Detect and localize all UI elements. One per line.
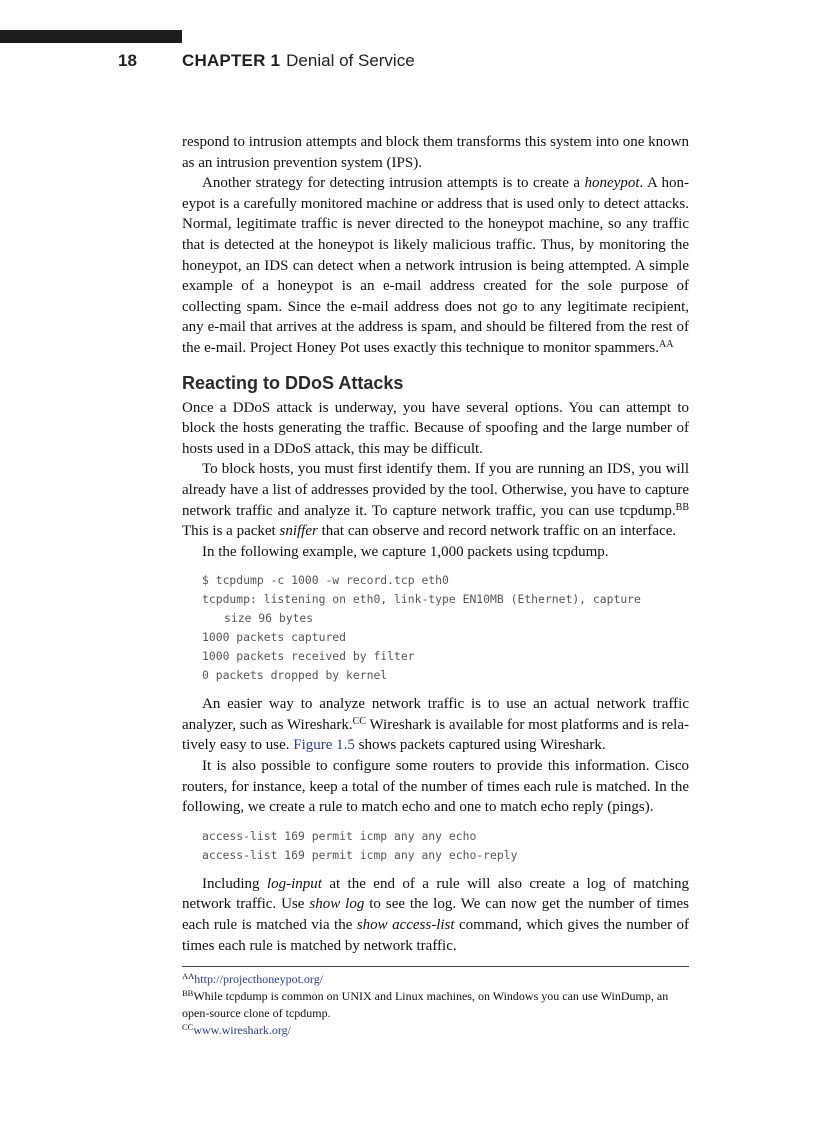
running-head [0, 50, 816, 74]
section-heading: Reacting to DDoS Attacks [182, 372, 404, 393]
code-block-access-list [202, 827, 689, 865]
paragraph-log-input [182, 874, 689, 956]
emphasis: show log [309, 896, 365, 913]
text: Wireshark is available for most platforms and is relatively easy to use. [182, 716, 690, 754]
paragraph-honeypot [182, 173, 689, 358]
text: that can observe and record network traffic on an interface. [317, 523, 677, 540]
paragraph-block-hosts [182, 459, 689, 541]
figure-link[interactable]: Figure 1.5 [293, 737, 355, 754]
text: at the end of a rule will also create a log of matching network traffic. Use [182, 875, 689, 913]
footnote-marker: BB [182, 988, 194, 998]
paragraph: It is also possible to configure some routers to provide this information. Cisco routers, for instance, keep a total of the number of times each rule is matched. In the following, we create a rule to match echo and one to match echo reply (pings). [182, 758, 689, 816]
paragraph: In the following example, we capture 1,000 packets using tcpdump. [202, 543, 609, 560]
code-line: 1000 packets received by filter [202, 649, 415, 664]
text: To block hosts, you must first identify them. If you are running an IDS, you will already have a list of addresses provided by the tool. Otherwise, you have to capture network traffic and analyze it. To capture network traffic, you can use tcpdump. [182, 461, 689, 519]
footnote-marker: CC [182, 1022, 194, 1032]
text: This is a packet [182, 523, 280, 540]
footnote-link[interactable]: www.wireshark.org/ [193, 1023, 291, 1037]
footnotes [182, 966, 689, 1039]
emphasis: show access-list [356, 917, 455, 934]
footnote-bb [182, 988, 689, 1022]
text: command, which gives the number of times each rule is matched by network traffic. [182, 917, 689, 954]
emphasis: honeypot [584, 175, 640, 192]
text: An easier way to analyze network traffic is to use an actual network traffic analyzer, such as Wireshark. [182, 696, 689, 733]
header-bar [0, 30, 182, 43]
footnote-aa [182, 971, 689, 988]
footnote-ref: AA [658, 338, 674, 350]
code-line: tcpdump: listening on eth0, link-type EN10MB (Ethernet), capture [202, 592, 641, 607]
chapter-heading [182, 51, 415, 71]
text: to see the log. We can now get the number of times each rule is matched via the [182, 896, 689, 934]
chapter-title: Denial of Service [286, 51, 415, 70]
footnote-marker: AA [182, 971, 195, 981]
text: . A honeypot is a carefully monitored machine or address that is used only to detect attacks. Normal, legitimate traffic is never directed to the honeypot machine, so any traffic that is detected at the honeypot is likely malicious traffic. Thus, by monitoring the honeypot, an IDS can detect when a network intrusion is being attempted. A simple example of a honeypot is an e-mail address created for the sole purpose of collecting spam. Since the e-mail address does not go to any legitimate recipient, any e-mail that arrives at the address is spam, and should be filtered from the rest of the e-mail. Project Honey Pot uses exactly this technique to monitor spammers. [182, 175, 689, 356]
code-line: access-list 169 permit icmp any any echo-reply [202, 847, 518, 862]
text: shows packets captured using Wireshark. [354, 737, 606, 754]
paragraph: Once a DDoS attack is underway, you have several options. You can attempt to block the hosts generating the traffic. Because of spoofing and the large number of hosts used in a DDoS attack, this may be difficult. [182, 399, 689, 457]
code-line: 0 packets dropped by kernel [202, 668, 388, 683]
footnote-ref: CC [352, 715, 366, 727]
paragraph-wireshark [182, 694, 689, 756]
text: Another strategy for detecting intrusion attempts is to create a [202, 175, 585, 192]
text: Including [202, 875, 267, 892]
code-block-tcpdump [202, 571, 689, 685]
code-line: size 96 bytes [224, 611, 314, 626]
footnote-text: While tcpdump is common on UNIX and Linux machines, on Windows you can use WinDump, an open-source clone of tcpdump. [182, 989, 669, 1020]
main-text [182, 132, 689, 956]
emphasis: sniffer [279, 523, 318, 540]
emphasis: log-input [266, 875, 322, 892]
code-line: $ tcpdump -c 1000 -w record.tcp eth0 [202, 573, 449, 588]
code-line: access-list 169 permit icmp any any echo [202, 828, 477, 843]
page-number: 18 [118, 51, 137, 70]
footnote-ref: BB [675, 501, 689, 513]
footnote-link[interactable]: http://projecthoneypot.org/ [194, 972, 324, 986]
chapter-label: CHAPTER 1 [182, 51, 281, 70]
footnote-cc [182, 1022, 689, 1039]
paragraph: respond to intrusion attempts and block them transforms this system into one known as an intrusion prevention system (IPS). [182, 134, 689, 171]
code-line: 1000 packets captured [202, 630, 347, 645]
